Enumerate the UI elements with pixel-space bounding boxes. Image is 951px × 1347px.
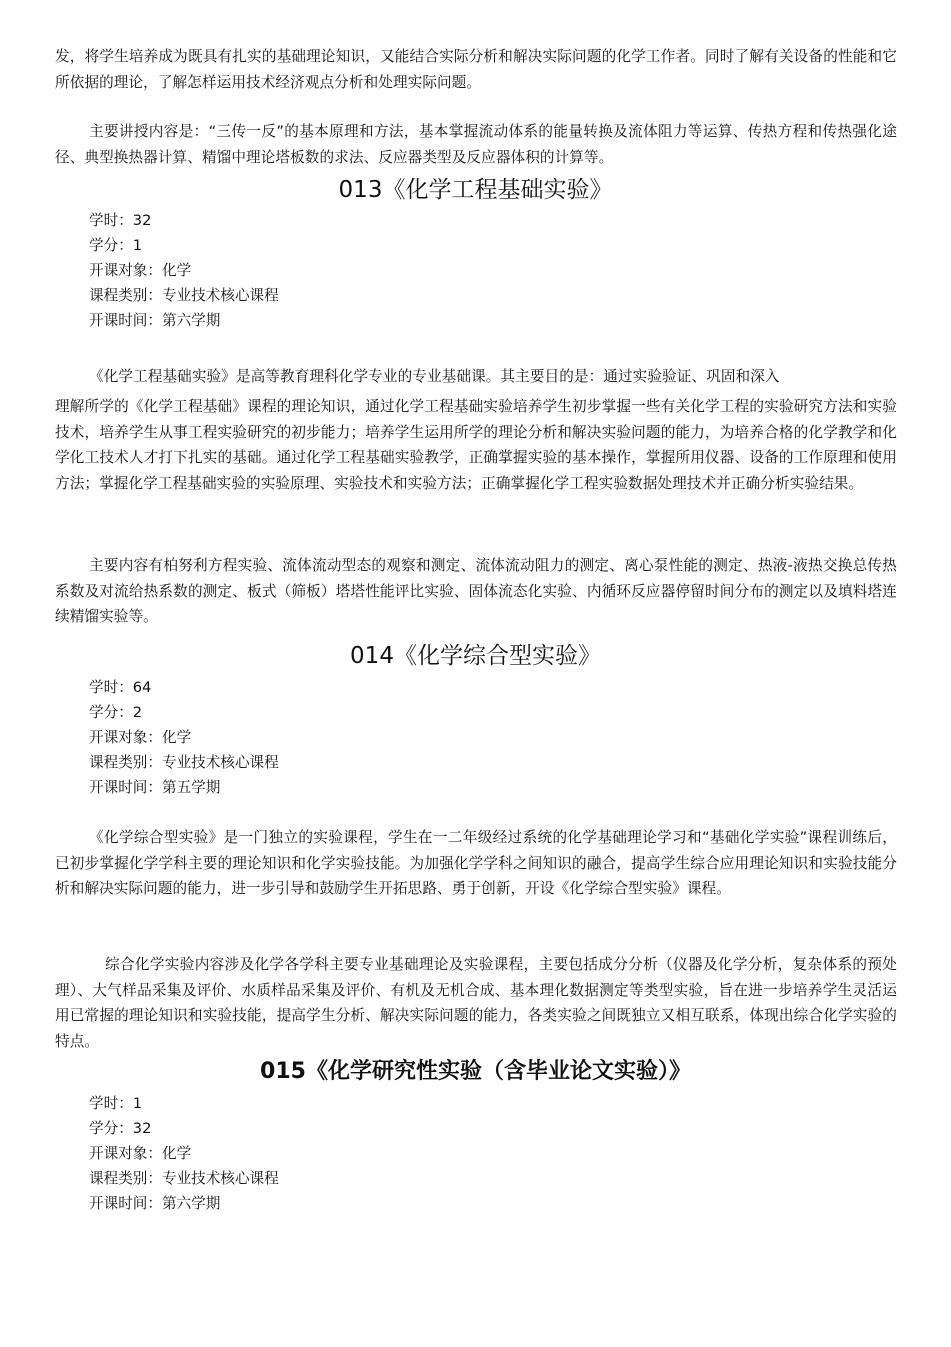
- course-014-title: 014《化学综合型实验》: [350, 643, 601, 669]
- course-014-paragraph-1: 《化学综合型实验》是一门独立的实验课程，学生在一二年级经过系统的化学基础理论学习和“基础化学实验”课程训练后，已初步掌握化学学科主要的理论知识和化学实验技能。为加强化学学科之间知识的融合，提高学生综合应用理论知识和实验技能分析和解决实际问题的能力，进一步引导和鼓励学生开拓思路、勇于创新，开设《化学综合型实验》课程。: [55, 829, 897, 898]
- course-013-target: 开课对象：化学: [89, 262, 192, 279]
- course-014-meta: [89, 675, 279, 800]
- course-013-paragraph-2: 主要内容有柏努利方程实验、流体流动型态的观察和测定、流体流动阻力的测定、离心泵性能的测定、热液-液热交换总传热系数及对流给热系数的测定、板式（筛板）塔塔性能评比实验、固体流态化实验、内循环反应器停留时间分布的测定以及填料塔连续精馏实验等。: [55, 557, 897, 626]
- course-014-category: 课程类别：专业技术核心课程: [89, 754, 279, 771]
- course-013-hours: 学时：32: [89, 212, 152, 229]
- course-014-hours: 学时：64: [89, 679, 152, 696]
- intro-paragraph-2: 主要讲授内容是：“三传一反”的基本原理和方法，基本掌握流动体系的能量转换及流体阻力等运算、传热方程和传热强化途径、典型换热器计算、精馏中理论塔板数的求法、反应器类型及反应器体积的计算等。: [55, 123, 897, 166]
- course-013-meta: [89, 208, 279, 333]
- course-015-hours: 学时：1: [89, 1095, 143, 1112]
- course-015-title: 015《化学研究性实验（含毕业论文实验）》: [260, 1059, 691, 1084]
- course-015-semester: 开课时间：第六学期: [89, 1195, 221, 1212]
- intro-paragraph-1: 发，将学生培养成为既具有扎实的基础理论知识，又能结合实际分析和解决实际问题的化学工作者。同时了解有关设备的性能和它所依据的理论，了解怎样运用技术经济观点分析和处理实际问题。: [55, 48, 897, 91]
- course-014-semester: 开课时间：第五学期: [89, 779, 221, 796]
- course-015-credits: 学分：32: [89, 1120, 152, 1137]
- course-014-credits: 学分：2: [89, 704, 143, 721]
- course-013-title: 013《化学工程基础实验》: [338, 177, 613, 203]
- course-014-paragraph-2: 综合化学实验内容涉及化学各学科主要专业基础理论及实验课程，主要包括成分分析（仪器及化学分析，复杂体系的预处理）、大气样品采集及评价、水质样品采集及评价、有机及无机合成、基本理化数据测定等类型实验，旨在进一步培养学生灵活运用已常握的理论知识和实验技能，提高学生分析、解决实际问题的能力，各类实验之间既独立又相互联系，体现出综合化学实验的特点。: [55, 956, 897, 1050]
- course-015-category: 课程类别：专业技术核心课程: [89, 1170, 279, 1187]
- course-013-semester: 开课时间：第六学期: [89, 312, 221, 329]
- course-013-category: 课程类别：专业技术核心课程: [89, 287, 279, 304]
- course-013-paragraph-1-line-1: 《化学工程基础实验》是高等教育理科化学专业的专业基础课。其主要目的是：通过实验验证、巩固和深入: [89, 368, 780, 385]
- course-015-meta: [89, 1091, 279, 1216]
- course-013-credits: 学分：1: [89, 237, 143, 254]
- course-014-target: 开课对象：化学: [89, 729, 192, 746]
- course-013-paragraph-1: 理解所学的《化学工程基础》课程的理论知识，通过化学工程基础实验培养学生初步掌握一些有关化学工程的实验研究方法和实验技术，培养学生从事工程实验研究的初步能力；培养学生运用所学的理论分析和解决实验问题的能力，为培养合格的化学教学和化学化工技术人才打下扎实的基础。通过化学工程基础实验教学，正确掌握实验的基本操作，掌握所用仪器、设备的工作原理和使用方法；掌握化学工程基础实验的实验原理、实验技术和实验方法；正确掌握化学工程实验数据处理技术并正确分析实验结果。: [55, 398, 897, 492]
- course-015-target: 开课对象：化学: [89, 1145, 192, 1162]
